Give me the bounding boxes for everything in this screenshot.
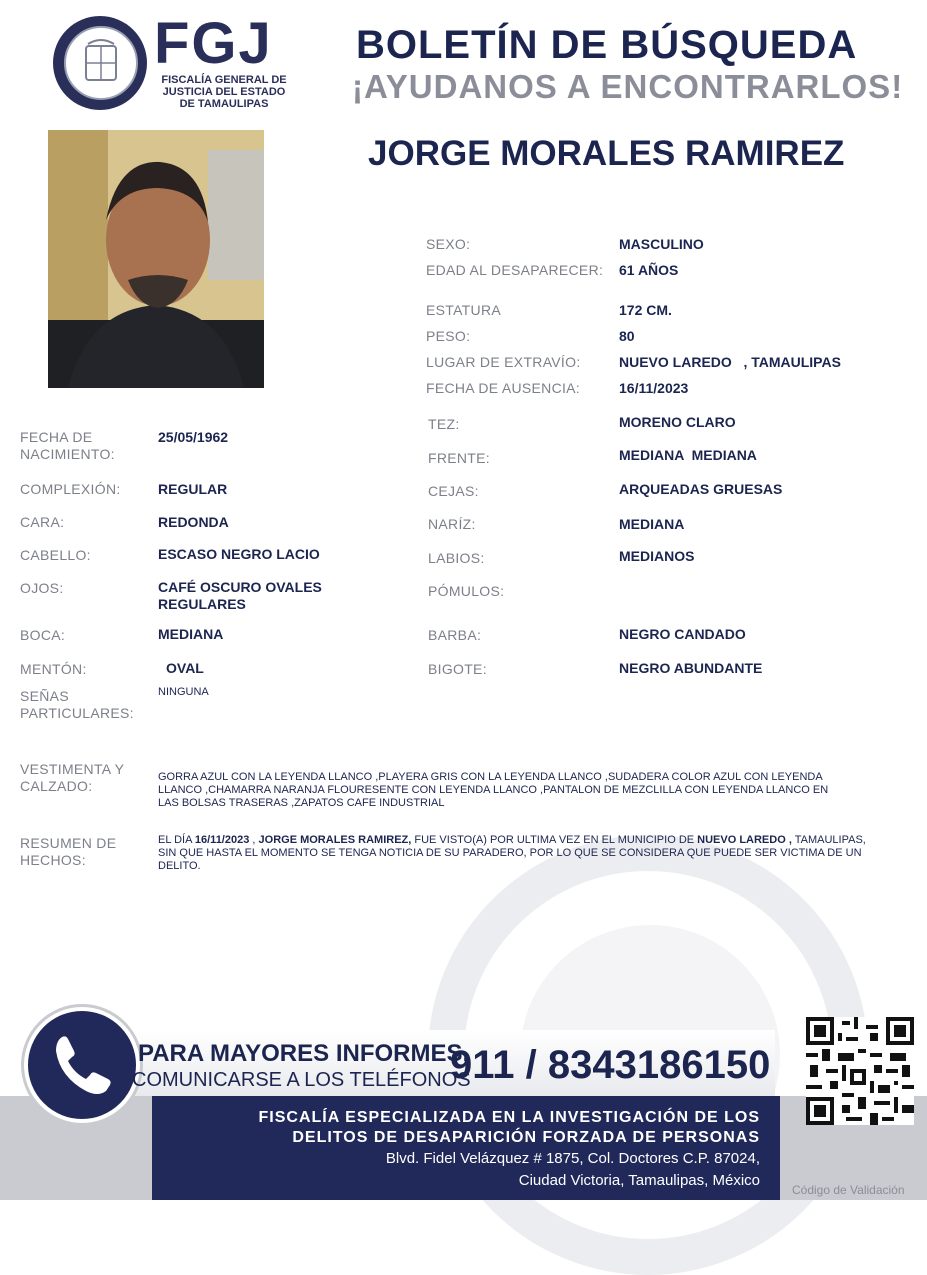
value-complexion: REGULAR: [158, 481, 228, 497]
label-estatura: ESTATURA: [426, 302, 501, 318]
label-pomulos: PÓMULOS:: [428, 583, 505, 599]
value-tez: MORENO CLARO: [619, 414, 736, 430]
label-tez: TEZ:: [428, 416, 460, 432]
label-fecha-ausencia: FECHA DE AUSENCIA:: [426, 380, 580, 396]
value-ojos: CAFÉ OSCURO OVALES REGULARES: [158, 579, 322, 612]
logo-line-3: DE TAMAULIPAS: [179, 98, 269, 110]
person-photo: [48, 130, 264, 388]
value-senas: NINGUNA: [158, 686, 209, 698]
footer-line-3: Blvd. Fidel Velázquez # 1875, Col. Doctores C.P. 87024,: [385, 1150, 760, 1167]
value-labios: MEDIANOS: [619, 548, 695, 564]
summary-place: NUEVO LAREDO ,: [697, 834, 792, 846]
label-edad: EDAD AL DESAPARECER:: [426, 262, 604, 278]
qr-caption: Código de Validación: [792, 1183, 905, 1197]
summary-text-4: TAMAULIPAS, SIN QUE HASTA EL MOMENTO SE TENGA NOTICIA DE SU PARADERO, POR LO QUE SE CONSIDERA QUE PUEDE SER VICTIMA DE UN DELITO.: [158, 834, 866, 872]
bulletin-subtitle: ¡AYUDANOS A ENCONTRARLOS!: [352, 68, 904, 105]
value-menton: OVAL: [166, 660, 204, 676]
value-cara: REDONDA: [158, 514, 229, 530]
logo-line-2: JUSTICIA DEL ESTADO: [162, 86, 286, 98]
footer-text: [170, 1108, 760, 1192]
footer-line-1: FISCALÍA ESPECIALIZADA EN LA INVESTIGACIÓN DE LOS: [258, 1109, 760, 1126]
value-fecha-ausencia: 16/11/2023: [619, 380, 689, 396]
value-sexo: MASCULINO: [619, 236, 704, 252]
value-barba: NEGRO CANDADO: [619, 626, 746, 642]
label-frente: FRENTE:: [428, 450, 490, 466]
label-vestimenta: VESTIMENTA Y CALZADO:: [20, 761, 124, 794]
label-sexo: SEXO:: [426, 236, 471, 252]
label-senas: SEÑAS PARTICULARES:: [20, 688, 134, 721]
label-cejas: CEJAS:: [428, 483, 479, 499]
label-labios: LABIOS:: [428, 550, 485, 566]
value-edad: 61 AÑOS: [619, 262, 679, 278]
value-cejas: ARQUEADAS GRUESAS: [619, 481, 783, 497]
contact-line-1: PARA MAYORES INFORMES,: [138, 1040, 470, 1067]
value-nariz: MEDIANA: [619, 516, 685, 532]
label-peso: PESO:: [426, 328, 471, 344]
value-lugar: NUEVO LAREDO , TAMAULIPAS: [619, 354, 841, 370]
value-fecha-nacimiento: 25/05/1962: [158, 429, 229, 445]
label-boca: BOCA:: [20, 627, 66, 643]
label-ojos: OJOS:: [20, 580, 64, 596]
label-complexion: COMPLEXIÓN:: [20, 481, 121, 497]
value-frente: MEDIANA MEDIANA: [619, 447, 757, 463]
label-cara: CARA:: [20, 514, 65, 530]
label-barba: BARBA:: [428, 627, 482, 643]
value-resumen: [158, 834, 868, 873]
summary-text-3: FUE VISTO(A) POR ULTIMA VEZ EN EL MUNICIPIO DE: [411, 834, 698, 846]
phone-icon: [24, 1007, 140, 1123]
qr-code-icon[interactable]: [806, 1017, 914, 1125]
contact-line-2: COMUNICARSE A LOS TELÉFONOS: [132, 1069, 471, 1091]
label-fecha-nacimiento: FECHA DE NACIMIENTO:: [20, 429, 115, 462]
contact-phones: 911 / 8343186150: [450, 1043, 771, 1087]
label-resumen: RESUMEN DE HECHOS:: [20, 835, 117, 868]
summary-date: 16/11/2023: [194, 834, 250, 846]
logo-acronym: FGJ: [154, 11, 273, 76]
value-estatura: 172 CM.: [619, 302, 672, 318]
label-menton: MENTÓN:: [20, 661, 87, 677]
value-vestimenta: GORRA AZUL CON LA LEYENDA LLANCO ,PLAYERA GRIS CON LA LEYENDA LLANCO ,SUDADERA COLOR AZUL CON LEYENDA LLANCO ,CHAMARRA NARANJA FLOURESENTE CON LEYENDA LLANCO ,PANTALON DE MEZCLILLA CON LEYENDA LLANCO EN LAS BOLSAS TRASERAS ,ZAPATOS CAFE INDUSTRIAL: [158, 771, 829, 809]
person-name: JORGE MORALES RAMIREZ: [368, 134, 845, 173]
footer-line-4: Ciudad Victoria, Tamaulipas, México: [518, 1172, 760, 1189]
label-nariz: NARÍZ:: [428, 516, 476, 532]
summary-text-2: ,: [249, 834, 259, 846]
label-cabello: CABELLO:: [20, 547, 91, 563]
seal-emblem: [64, 26, 138, 100]
logo-text: [154, 74, 294, 110]
summary-text-1: EL DÍA: [158, 834, 195, 846]
value-peso: 80: [619, 328, 635, 344]
footer-line-2: DELITOS DE DESAPARICIÓN FORZADA DE PERSONAS: [292, 1129, 760, 1146]
value-bigote: NEGRO ABUNDANTE: [619, 660, 763, 676]
value-boca: MEDIANA: [158, 626, 224, 642]
bulletin-title: BOLETÍN DE BÚSQUEDA: [356, 23, 858, 67]
summary-name: JORGE MORALES RAMIREZ,: [258, 834, 412, 846]
label-bigote: BIGOTE:: [428, 661, 487, 677]
label-lugar: LUGAR DE EXTRAVÍO:: [426, 354, 581, 370]
logo-line-1: FISCALÍA GENERAL DE: [161, 74, 287, 86]
value-cabello: ESCASO NEGRO LACIO: [158, 546, 320, 562]
